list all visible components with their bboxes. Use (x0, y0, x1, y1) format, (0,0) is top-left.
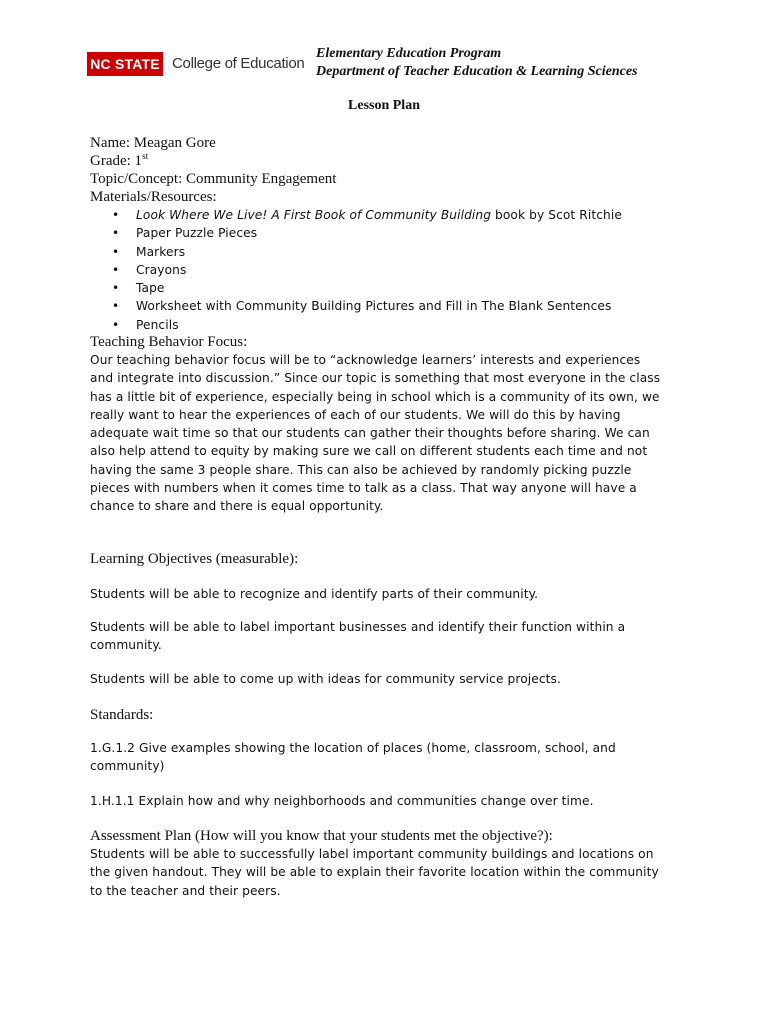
paragraph-line: pieces with numbers when it comes time to talk as a class. That way anyone will have a (90, 481, 637, 496)
paragraph-line: chance to share and there is equal opportunity. (90, 499, 384, 514)
materials-list (112, 206, 622, 334)
materials-label: Materials/Resources: (90, 189, 217, 205)
list-item: • Paper Puzzle Pieces (112, 224, 622, 242)
paragraph-line: community) (90, 759, 165, 774)
list-item: • Tape (112, 279, 622, 297)
paragraph-line: 1.G.1.2 Give examples showing the location of places (home, classroom, school, and (90, 741, 616, 755)
ncstate-logo-mark: NC STATE (87, 52, 163, 76)
document-title: Lesson Plan (348, 98, 420, 113)
objective-1: Students will be able to recognize and identify parts of their community. (90, 587, 539, 601)
list-item: • Pencils (112, 316, 622, 334)
list-item: • Worksheet with Community Building Pictures and Fill in The Blank Sentences (112, 297, 622, 315)
department-name: Department of Teacher Education & Learning Sciences (316, 64, 638, 79)
paragraph-line: community. (90, 638, 162, 653)
standard-1 (90, 739, 690, 776)
grade-superscript: st (142, 151, 149, 161)
paragraph-line: Our teaching behavior focus will be to “acknowledge learners’ interests and experiences (90, 353, 641, 367)
standards-label: Standards: (90, 707, 154, 723)
objective-2 (90, 618, 690, 655)
grade-text: Grade: 1 (90, 153, 143, 169)
paragraph-line: and integrate into discussion.” Since our topic is something that most everyone in the class (90, 371, 661, 386)
program-name: Elementary Education Program (316, 46, 502, 61)
paragraph-line: also help attend to equity by making sure we call on different students each time and not (90, 444, 648, 459)
paragraph-line: really want to hear the experiences of each of our students. We will do this by having (90, 407, 621, 422)
college-name: College of Education (172, 55, 305, 72)
paragraph-line: having the same 3 people share. This can also be achieved by randomly picking puzzle (90, 462, 632, 477)
paragraph-line: adequate wait time so that our students can gather their thoughts before sharing. We can (90, 426, 650, 441)
paragraph-line: has a little bit of experience, especially being in school which is a community of its own, we (90, 389, 660, 404)
paragraph-line: to the teacher and their peers. (90, 883, 281, 898)
standard-2: 1.H.1.1 Explain how and why neighborhoods and communities change over time. (90, 794, 594, 808)
paragraph-line: the given handout. They will be able to explain their favorite location within the community (90, 865, 659, 880)
objective-3: Students will be able to come up with ideas for community service projects. (90, 672, 561, 686)
paragraph-line: Students will be able to successfully label important community buildings and locations on (90, 847, 654, 861)
paragraph-line: Students will be able to label important businesses and identify their function within a (90, 620, 626, 634)
list-item: • Markers (112, 243, 622, 261)
objectives-label: Learning Objectives (measurable): (90, 551, 299, 567)
list-item: • Crayons (112, 261, 622, 279)
list-item (112, 206, 622, 224)
assessment-paragraph (90, 845, 690, 900)
grade-field (90, 152, 148, 170)
book-title: Look Where We Live! A First Book of Community Building (136, 208, 492, 222)
assessment-label: Assessment Plan (How will you know that your students met the objective?): (90, 828, 553, 844)
teaching-focus-label: Teaching Behavior Focus: (90, 334, 248, 350)
book-suffix: book by Scot Ritchie (491, 208, 622, 222)
topic-field: Topic/Concept: Community Engagement (90, 171, 337, 187)
teaching-focus-paragraph (90, 351, 690, 516)
name-field: Name: Meagan Gore (90, 135, 216, 151)
